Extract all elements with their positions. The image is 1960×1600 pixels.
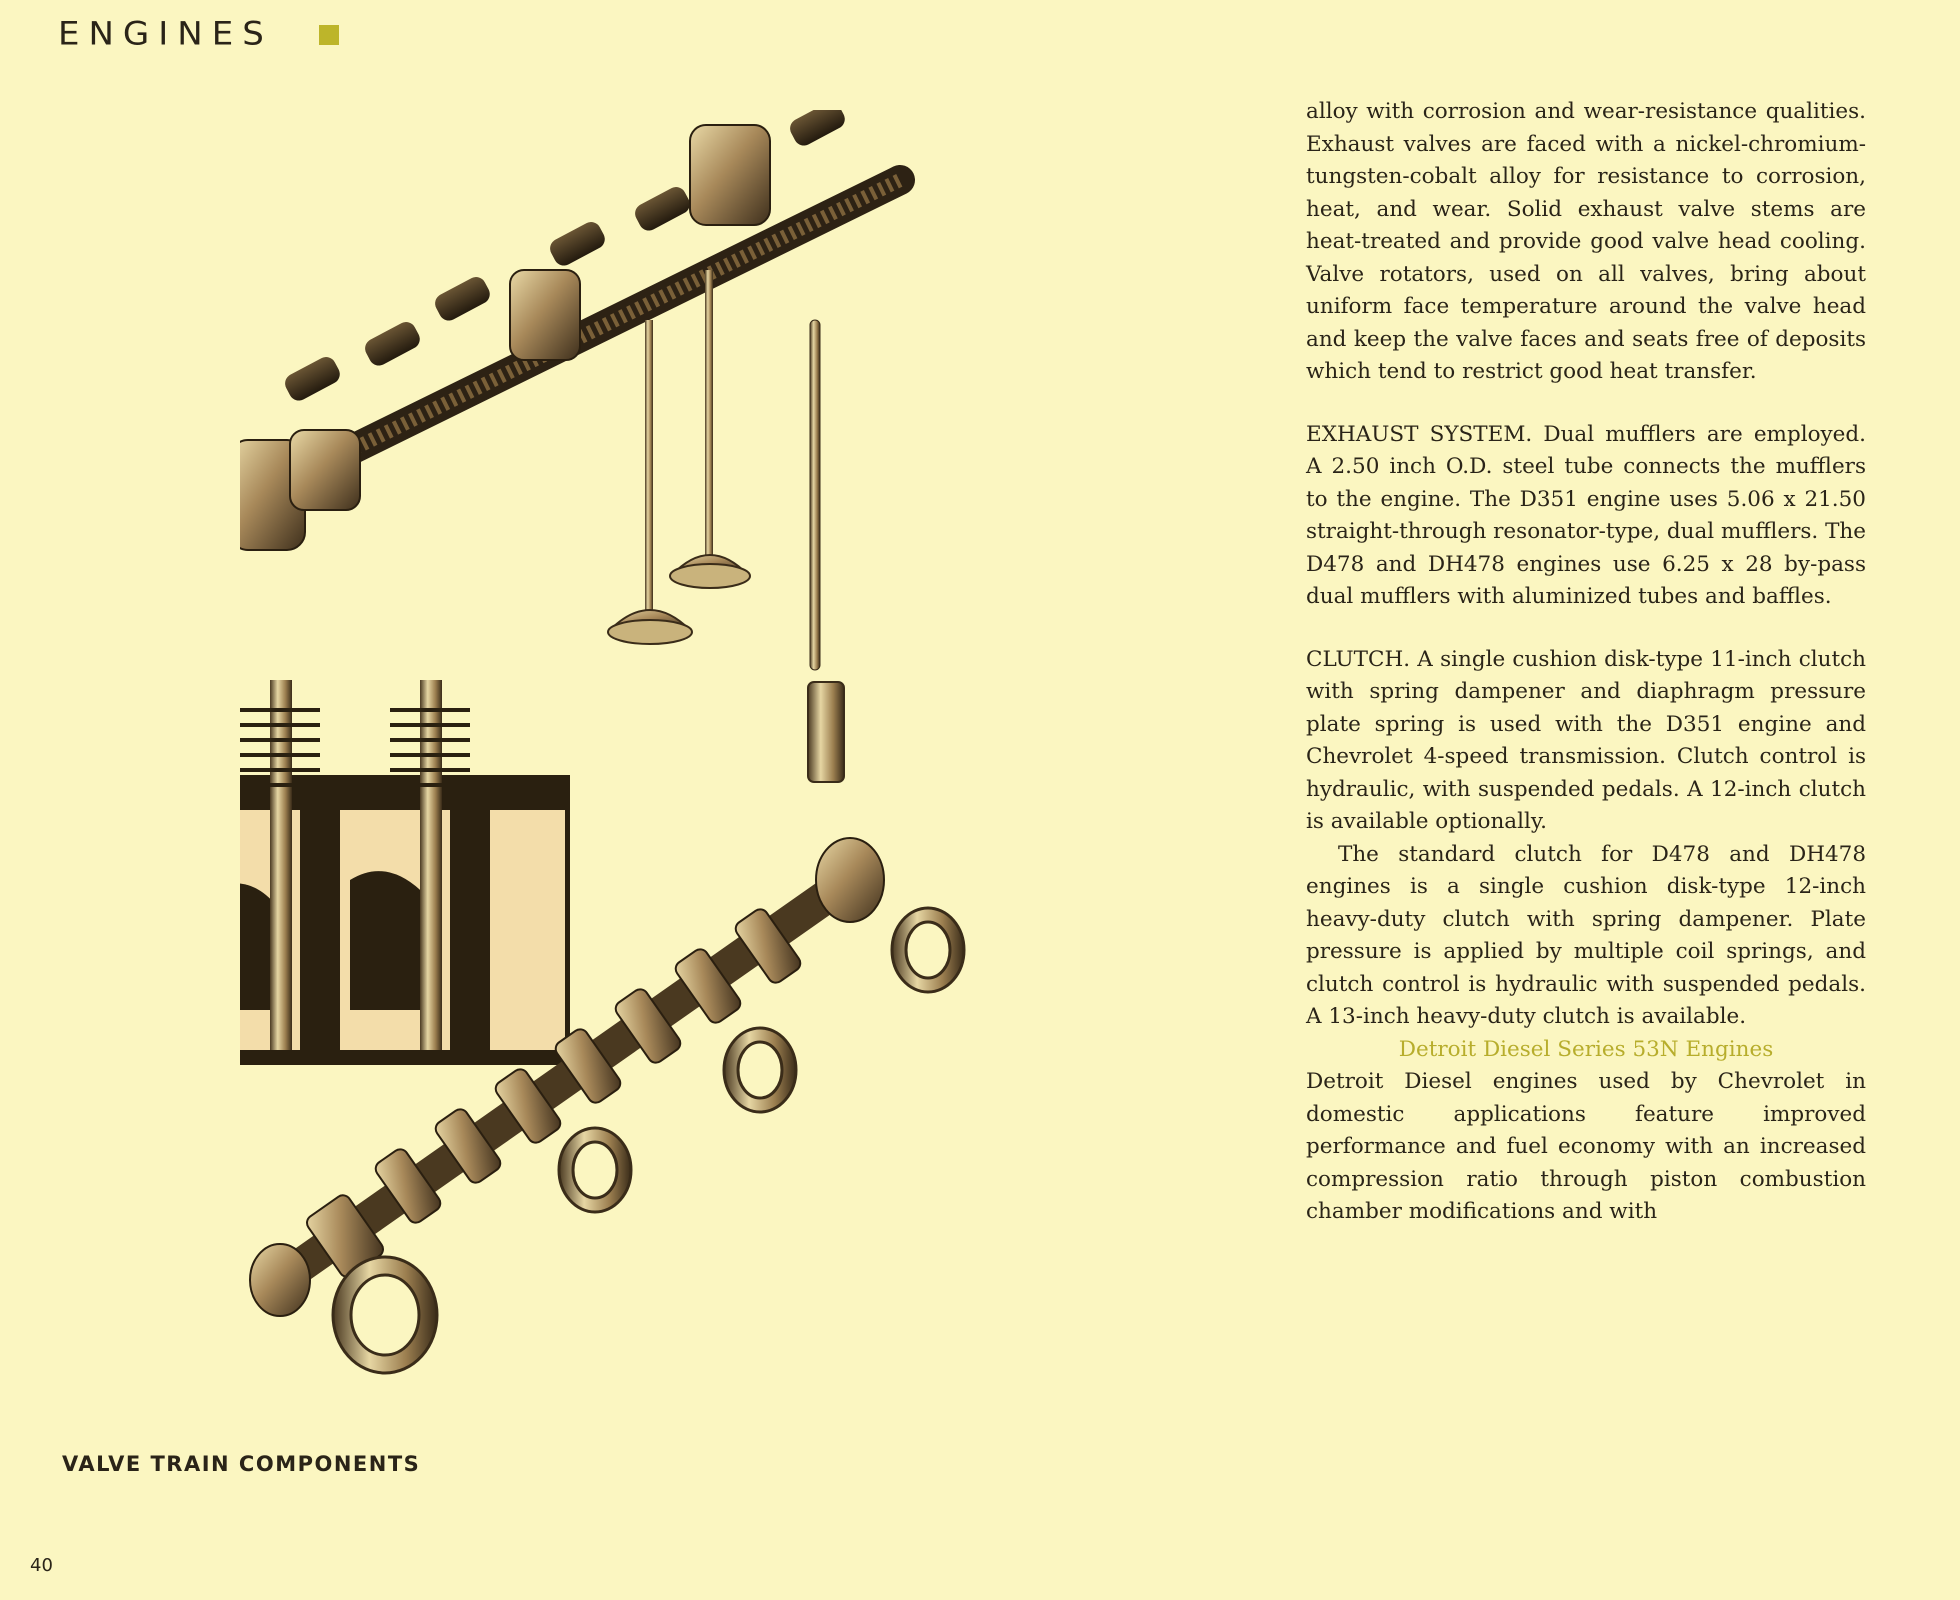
paragraph-valves: alloy with corrosion and wear-resistance qualities. Exhaust valves are faced with a nickel-chromium-tungsten-cobalt alloy for resistance to corrosion, heat, and wear. Solid exhaust valve stems are heat-treated and provide good valve head cooling. Valve rotators, used on all valves, bring about uniform face temperature around the valve head and keep the valve faces and seats free of deposits which tend to restrict good heat transfer. [1306,99,1866,384]
body-text-column [1306,96,1866,1229]
cylinder-head-section [240,680,570,1065]
rocker-arm-assembly [240,110,900,550]
subheading-detroit-diesel: Detroit Diesel Series 53N Engines [1398,1036,1774,1062]
paragraph-exhaust-system: EXHAUST SYSTEM. Dual mufflers are employed. A 2.50 inch O.D. steel tube connects the mufflers to the engine. The D351 engine uses 5.06 x 21.50 straight-through resonator-type, dual mufflers. The D478 and DH478 engines use 6.25 x 28 by-pass dual mufflers with aluminized tubes and baffles. [1306,421,1867,609]
valve-train-illustration [240,110,1100,1430]
section-title: ENGINES [58,15,273,53]
section-marker-square [319,25,339,45]
figure-caption: VALVE TRAIN COMPONENTS [62,1452,421,1476]
page-header [58,14,339,54]
push-rod [808,320,844,782]
paragraph-clutch: CLUTCH. A single cushion disk-type 11-inch clutch with spring dampener and diaphragm pressure plate spring is used with the D351 engine and Chevrolet 4-speed transmission. Clutch control is hydraulic, with suspended pedals. A 12-inch clutch is available optionally. [1306,646,1866,834]
paragraph-detroit-diesel: Detroit Diesel engines used by Chevrolet in domestic applications feature improved performance and fuel economy with an increased compression ratio through piston combustion chamber modifications and with [1306,1069,1866,1224]
page-number: 40 [30,1555,53,1576]
paragraph-clutch-standard: The standard clutch for D478 and DH478 engines is a single cushion disk-type 12-inch heavy-duty clutch with spring dampener. Plate pressure is applied by multiple coil springs, and clutch control is hydraulic with suspended pedals. A 13-inch heavy-duty clutch is available. [1306,841,1866,1029]
